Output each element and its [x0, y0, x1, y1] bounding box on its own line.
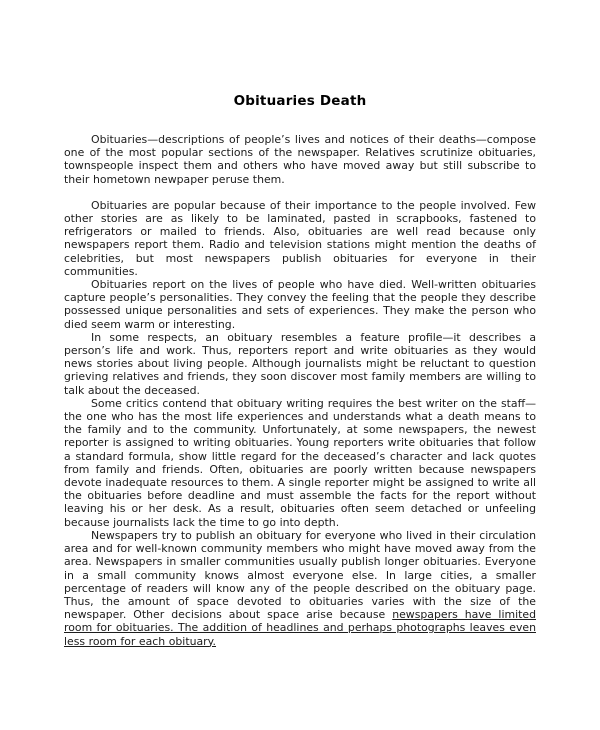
paragraph-text: Obituaries report on the lives of people who have died. Well-written obituaries capture people’s personalities. They convey the feeling that the people they describe possessed unique personalities and sets of experiences. They make the person who died seem warm or interesting. [64, 278, 536, 331]
paragraph-text: Obituaries—descriptions of people’s lives and notices of their deaths—compose one of the most popular sections of the newspaper. Relatives scrutinize obituaries, townspeople inspect them and others who have moved away but still subscribe to their hometown newpaper peruse them. [64, 133, 536, 186]
underlined-text: newspapers have limited room for obituaries. The addition of headlines and perhaps photographs leaves even less room for each obituary. [64, 608, 537, 648]
page-title: Obituaries Death [233, 93, 367, 109]
paragraph-feature-profile [64, 331, 536, 397]
paragraph-intro [64, 133, 536, 186]
paragraph-report-lives [64, 278, 536, 331]
paragraph-text: Obituaries are popular because of their importance to the people involved. Few other stories are as likely to be laminated, pasted in scrapbooks, fastened to refrigerators or mailed to friends. Also, obituaries are well read because only newspapers report them. Radio and television stations might mention the deaths of celebrities, but most newspapers publish obituaries for everyone in their communities. [64, 198, 536, 278]
paragraph-text: Newspapers try to publish an obituary for everyone who lived in their circulation area and for well-known community members who might have moved away from the area. Newspapers in smaller communities usually publish longer obituaries. Everyone in a small community knows almost everyone else. In large cities, a smaller percentage of readers will know any of the people described on the obituary page. Thus, the amount of space devoted to obituaries varies with the size of the newspaper. Other decisions about space arise because [64, 528, 536, 622]
paragraph-text: In some respects, an obituary resembles a feature profile—it describes a person’s life and work. Thus, reporters report and write obituaries as they would news stories about living people. Although journalists might be reluctant to question grieving relatives and friends, they soon discover most family members are willing to talk about the deceased. [64, 330, 536, 397]
paragraph-text: Some critics contend that obituary writing requires the best writer on the staff—the one who has the most life experiences and understands what a death means to the family and to the community. Unfortunately, at some newspapers, the newest reporter is assigned to writing obituaries. Young reporters write obituaries that follow a standard formula, show little regard for the deceased’s character and lack quotes from family and friends. Often, obituaries are poorly written because newspapers devote inadequate resources to them. A single reporter might be assigned to write all the obituaries before deadline and must assemble the facts for the report without leaving his or her desk. As a result, obituaries often seem detached or unfeeling because journalists lack the time to go into depth. [64, 396, 536, 529]
paragraph-space [64, 529, 536, 648]
paragraph-popularity [64, 199, 536, 278]
paragraph-critics [64, 397, 536, 529]
